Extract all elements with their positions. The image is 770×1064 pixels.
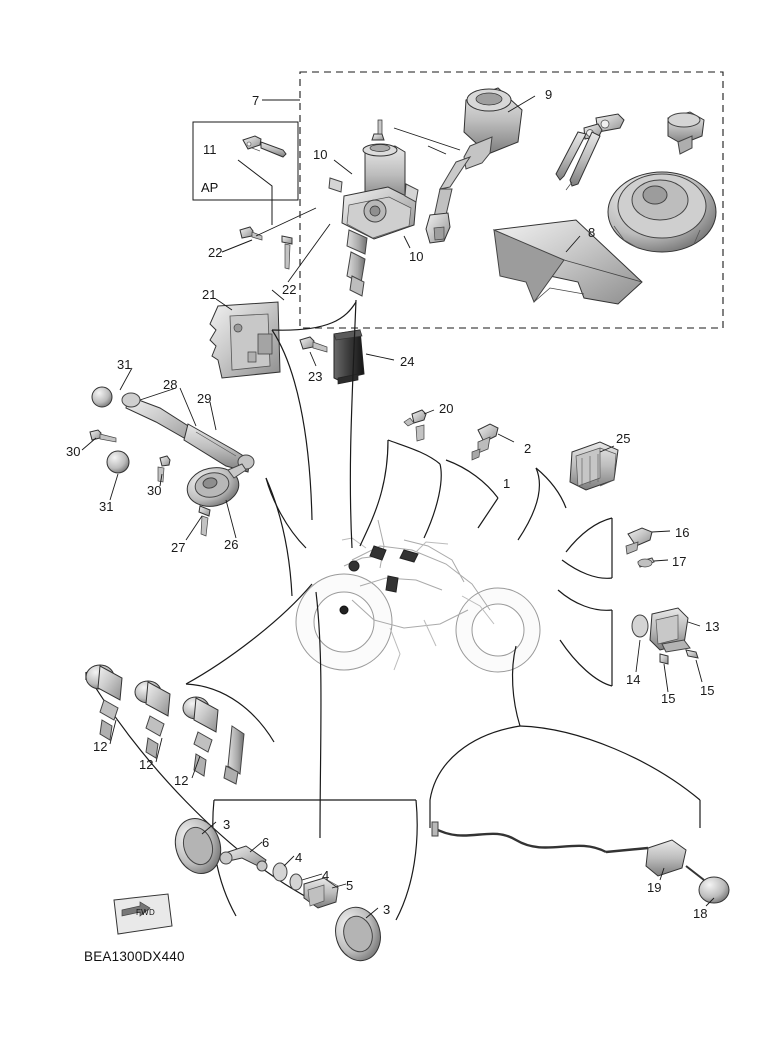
callout-9: 9: [545, 87, 553, 102]
part-fuel-cap: [608, 172, 716, 252]
callout-5: 5: [346, 878, 354, 893]
callout-12b: 12: [139, 757, 154, 772]
part-key-set: [556, 114, 624, 190]
callout-12a: 12: [93, 739, 108, 754]
part-main-switch-assembly: [329, 120, 418, 296]
part-12-injectors: [86, 665, 244, 784]
callout-16: 16: [675, 525, 690, 540]
callout-21: 21: [202, 287, 217, 302]
diagram-code: BEA1300DX440: [84, 949, 185, 964]
callout-29: 29: [197, 391, 212, 406]
callout-20: 20: [439, 401, 454, 416]
part-23-bolt: [300, 337, 327, 352]
callout-22a: 22: [208, 245, 223, 260]
part-bottom-left-cluster: [168, 813, 386, 966]
part-2-sensor: [472, 424, 498, 460]
fwd-label: FWD: [136, 908, 156, 917]
callout-24: 24: [400, 354, 415, 369]
callout-23: 23: [308, 369, 323, 384]
part-19-wire-harness: [432, 822, 729, 903]
callout-15a: 15: [661, 691, 676, 706]
callout-6: 6: [262, 835, 270, 850]
callout-7: 7: [252, 93, 260, 108]
callout-26: 26: [224, 537, 239, 552]
part-plug-top-right: [668, 112, 704, 154]
part-22-bolts: [240, 227, 292, 269]
callout-22b: 22: [282, 282, 297, 297]
callout-1: 1: [503, 476, 511, 491]
callout-2: 2: [524, 441, 532, 456]
part-16-17: [626, 528, 654, 567]
callout-8: 8: [588, 225, 596, 240]
part-25-relay-block: [570, 442, 618, 490]
callout-15b: 15: [700, 683, 715, 698]
callout-25: 25: [616, 431, 631, 446]
callout-3a: 3: [223, 817, 231, 832]
callout-31a: 31: [117, 357, 132, 372]
callout-12c: 12: [174, 773, 189, 788]
callout-30a: 30: [66, 444, 81, 459]
callout-10a: 10: [313, 147, 328, 162]
callout-19: 19: [647, 880, 662, 895]
callout-13: 13: [705, 619, 720, 634]
callout-31b: 31: [99, 499, 114, 514]
callout-14: 14: [626, 672, 641, 687]
ap-label: AP: [201, 180, 219, 195]
callout-4a: 4: [295, 850, 303, 865]
callout-28: 28: [163, 377, 178, 392]
callout-11: 11: [203, 142, 217, 157]
callout-30b: 30: [147, 483, 162, 498]
motorcycle-silhouette: [296, 520, 540, 672]
callout-27: 27: [171, 540, 186, 555]
callout-18: 18: [693, 906, 708, 921]
callout-3b: 3: [383, 902, 391, 917]
callout-10b: 10: [409, 249, 424, 264]
part-9-seat-lock: [426, 88, 522, 243]
part-21-bracket: [210, 302, 280, 378]
part-20-sensor: [404, 410, 426, 441]
callout-4b: 4: [322, 868, 330, 883]
part-24-relay: [334, 330, 364, 384]
part-13-14-15: [632, 608, 698, 664]
callout-17: 17: [672, 554, 687, 569]
